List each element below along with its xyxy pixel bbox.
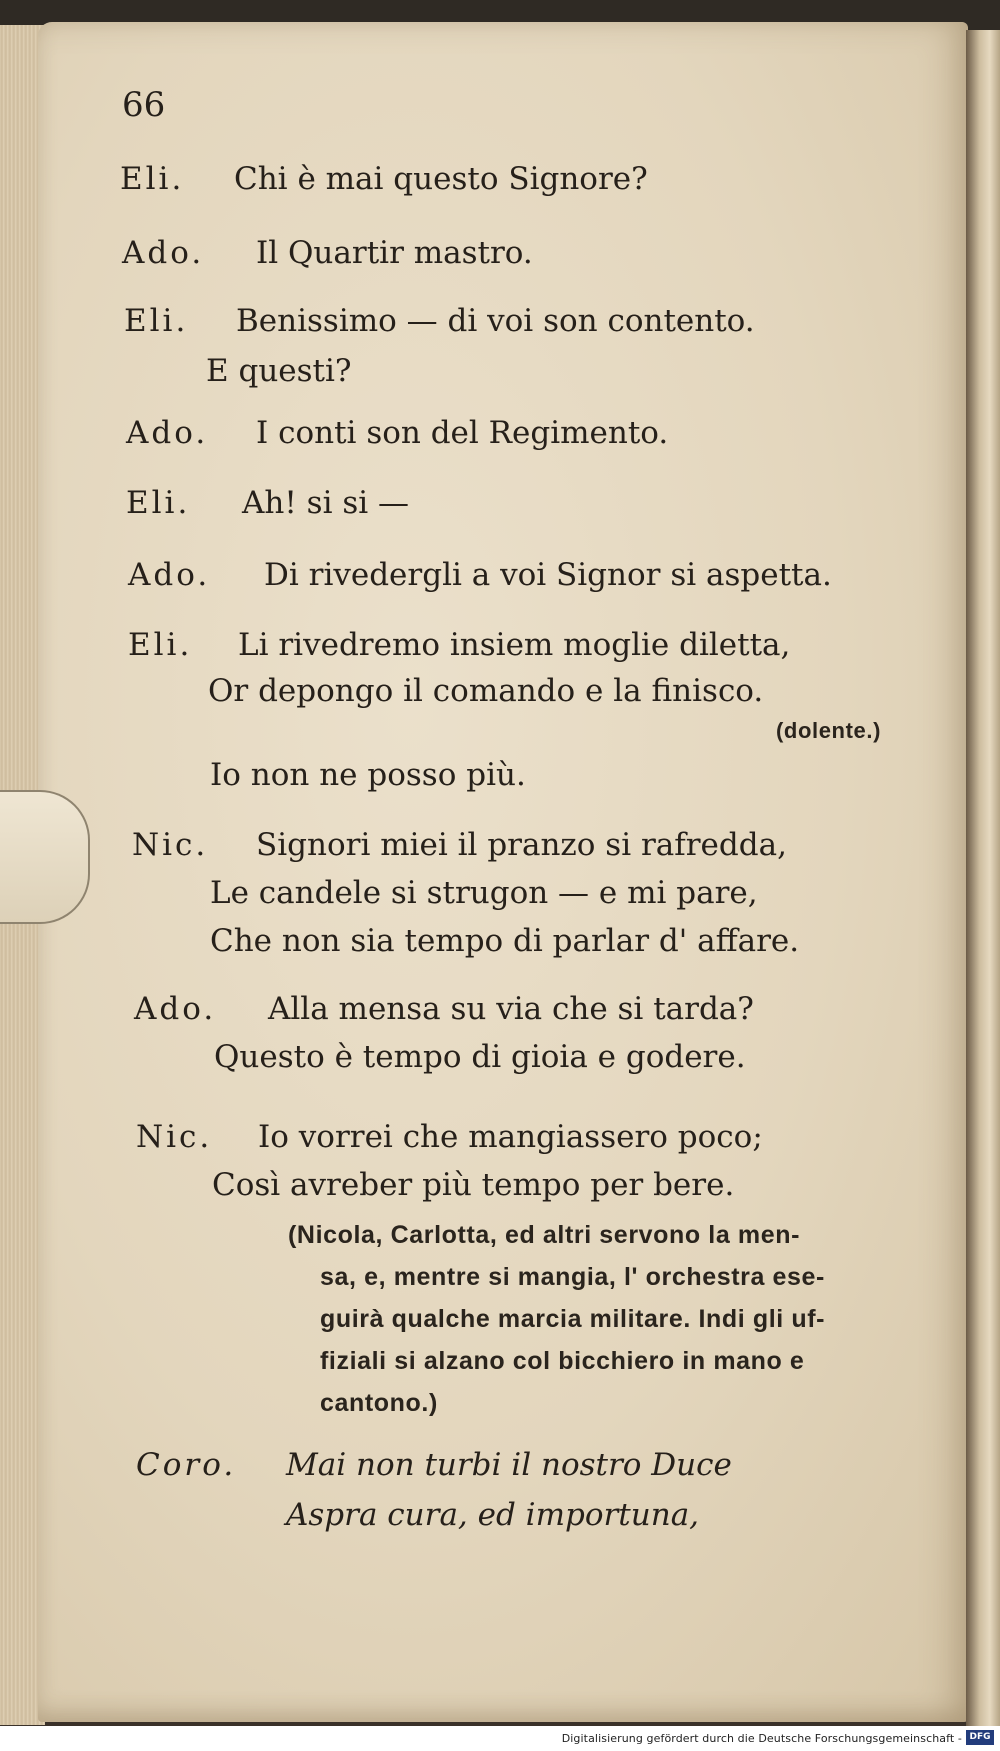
stage-direction-line: fiziali si alzano col bicchiero in mano e xyxy=(320,1347,805,1375)
dialogue-line: Questo è tempo di gioia e godere. xyxy=(214,1039,746,1075)
page-number: 66 xyxy=(122,85,166,125)
stage-direction-line: guirà qualche marcia militare. Indi gli uf- xyxy=(320,1305,826,1333)
speaker-label: Ado. xyxy=(128,557,211,593)
dialogue-line: E questi? xyxy=(206,353,352,389)
stage-direction-line: (Nicola, Carlotta, ed altri servono la men- xyxy=(288,1221,801,1249)
dialogue-line: Di rivedergli a voi Signor si aspetta. xyxy=(264,557,832,593)
dialogue-line: Signori miei il pranzo si rafredda, xyxy=(256,827,787,863)
speaker-label: Eli. xyxy=(126,485,191,521)
speaker-label: Ado. xyxy=(126,415,209,451)
dfg-logo: DFG xyxy=(966,1730,994,1745)
speaker-label: Ado. xyxy=(122,235,205,271)
speaker-label: Eli. xyxy=(124,303,189,339)
book-gutter-right xyxy=(966,30,1000,1730)
speaker-label: Nic. xyxy=(136,1119,213,1155)
dialogue-line: Io vorrei che mangiassero poco; xyxy=(258,1119,763,1155)
speaker-label: Nic. xyxy=(132,827,209,863)
dialogue-line: Che non sia tempo di parlar d' affare. xyxy=(210,923,800,959)
dialogue-line: Ah! si si — xyxy=(242,485,410,521)
dialogue-line: Benissimo — di voi son contento. xyxy=(236,303,755,339)
dialogue-line: Io non ne posso più. xyxy=(210,757,526,793)
chorus-speaker-label: Coro. xyxy=(136,1447,237,1483)
bookmark-tab xyxy=(0,790,90,924)
chorus-line: Mai non turbi il nostro Duce xyxy=(286,1447,732,1483)
stage-direction-line: sa, e, mentre si mangia, l' orchestra ese- xyxy=(320,1263,825,1291)
dialogue-line: Chi è mai questo Signore? xyxy=(234,161,648,197)
speaker-label: Eli. xyxy=(120,161,185,197)
speaker-label: Ado. xyxy=(134,991,217,1027)
dialogue-line: Il Quartir mastro. xyxy=(256,235,533,271)
chorus-line: Aspra cura, ed importuna, xyxy=(286,1497,700,1533)
stage-direction-line: cantono.) xyxy=(320,1389,438,1417)
stage-direction-inline: (dolente.) xyxy=(776,718,881,743)
dialogue-line: Le candele si strugon — e mi pare, xyxy=(210,875,758,911)
dialogue-line: Li rivedremo insiem moglie diletta, xyxy=(238,627,791,663)
dialogue-line: I conti son del Regimento. xyxy=(256,415,669,451)
dialogue-line: Così avreber più tempo per bere. xyxy=(212,1167,735,1203)
dialogue-line: Alla mensa su via che si tarda? xyxy=(268,991,754,1027)
speaker-label: Eli. xyxy=(128,627,193,663)
dialogue-line: Or depongo il comando e la finisco. xyxy=(208,673,764,709)
digitization-credit: Digitalisierung gefördert durch die Deutsche Forschungsgemeinschaft - xyxy=(561,1732,962,1745)
